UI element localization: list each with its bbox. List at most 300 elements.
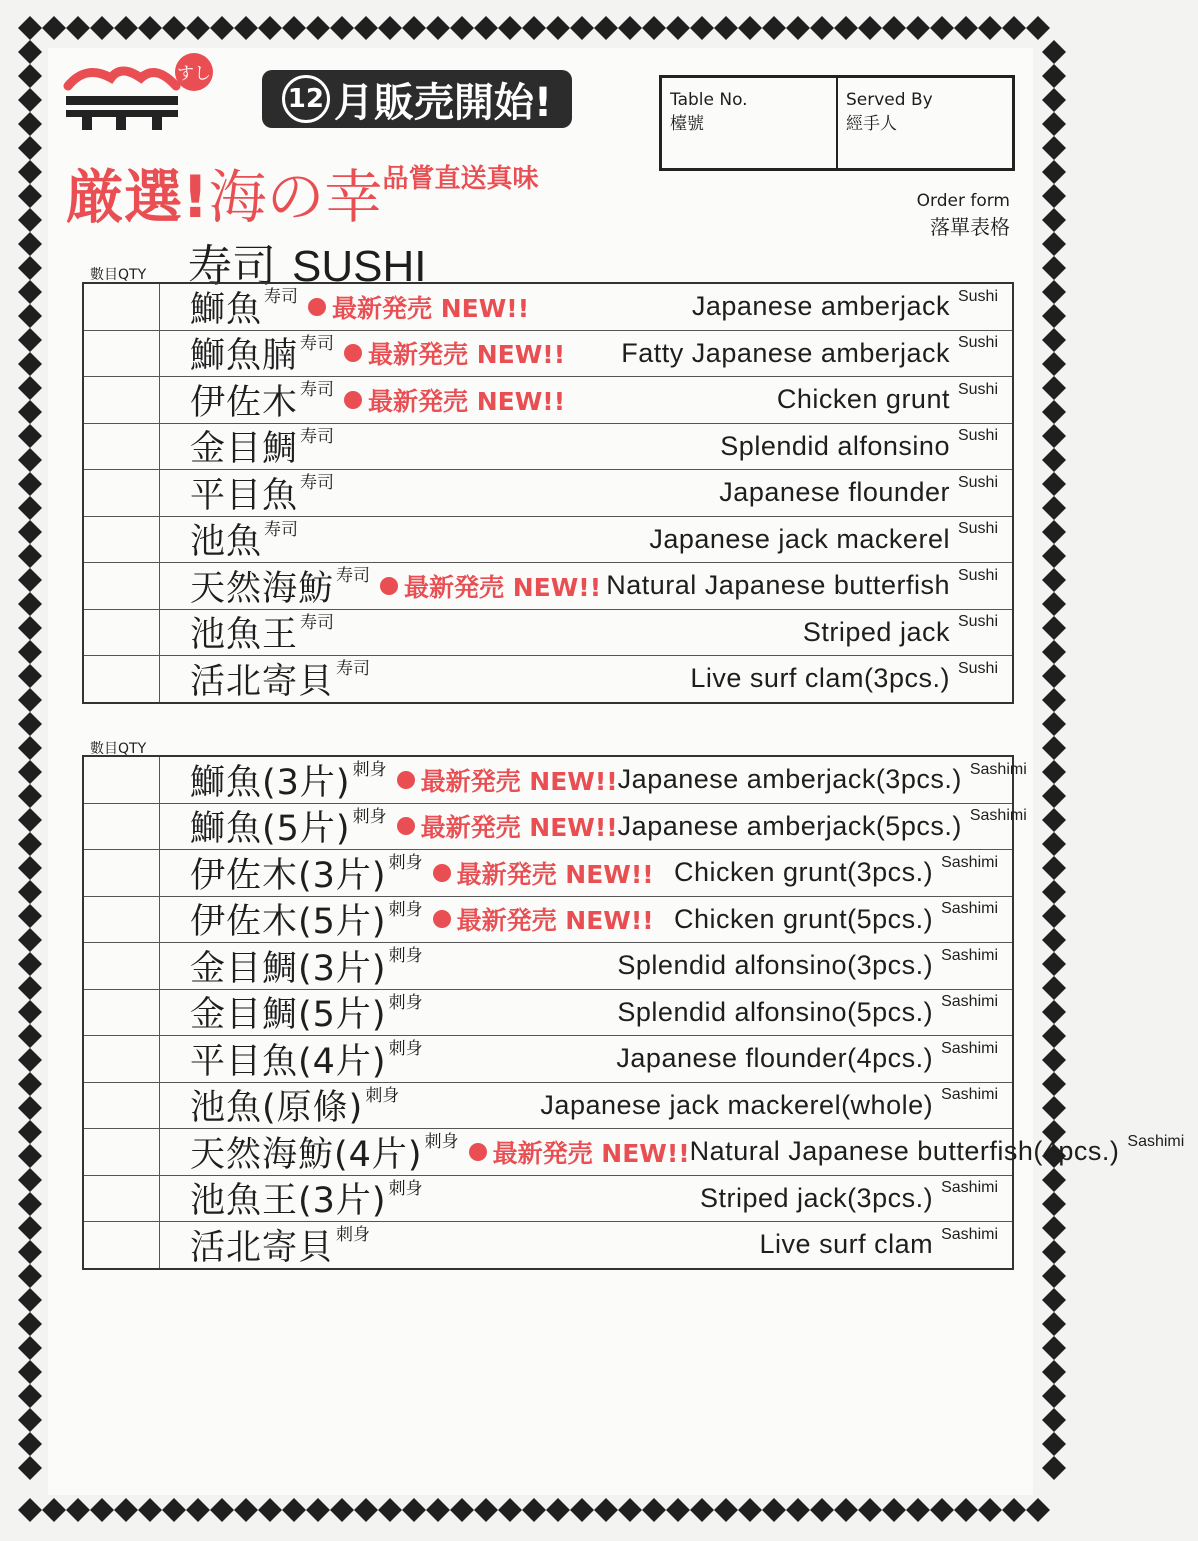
table-no-label-en: Table No. [670,90,748,110]
border-diamond [18,880,42,904]
item-name-jp: 天然海魴(4片) [190,1134,423,1175]
item-cell [160,1036,1012,1082]
border-diamond [690,16,714,40]
order-form-en: Order form [916,191,1010,211]
banner-text: 月販売開始! [333,79,553,126]
qty-cell[interactable] [84,424,160,470]
item-name-jp: 鰤魚 [190,289,263,330]
item-category: 寿司 [300,612,335,633]
item-name-en: Japanese flounder(4pcs.) [616,1043,934,1074]
border-diamond [18,304,42,328]
border-diamond [1042,520,1066,544]
border-diamond [258,1498,282,1522]
item-category: 刺身 [365,1085,400,1106]
dot-icon [344,391,362,409]
sushi-title-jp: 寿司 [188,241,276,292]
item-name-jp: 池魚王(3片) [190,1181,387,1222]
item-category: 刺身 [352,760,387,781]
headline-seafood: 海の幸 [208,163,383,231]
table-row [84,284,1012,331]
qty-cell[interactable] [84,377,160,423]
dot-icon [308,298,326,316]
item-category: 刺身 [388,1178,423,1199]
qty-cell[interactable] [84,517,160,563]
border-diamond [1042,448,1066,472]
border-diamond [1042,592,1066,616]
border-diamond [1042,952,1066,976]
border-diamond [1042,1096,1066,1120]
item-name-jp: 平目魚 [190,475,299,516]
border-diamond [450,16,474,40]
border-diamond [18,1432,42,1456]
item-type: Sashimi [941,1225,998,1243]
item-name-en: Japanese amberjack(5pcs.) [617,810,962,841]
border-diamond [354,1498,378,1522]
border-diamond [18,1024,42,1048]
item-type: Sashimi [941,900,998,918]
item-cell [160,331,1012,377]
border-diamond [738,16,762,40]
border-diamond [1042,1456,1066,1480]
qty-cell[interactable] [84,990,160,1036]
served-by-field[interactable] [836,78,1012,168]
border-diamond [522,1498,546,1522]
border-diamond [594,16,618,40]
item-name-en: Japanese amberjack(3pcs.) [617,764,962,795]
item-name-en: Japanese jack mackerel(whole) [540,1089,934,1120]
border-diamond [210,16,234,40]
border-diamond [882,16,906,40]
border-diamond [522,16,546,40]
border-diamond [18,1216,42,1240]
item-type: Sashimi [1127,1132,1185,1150]
table-row [84,470,1012,517]
border-diamond [234,16,258,40]
qty-cell[interactable] [84,804,160,850]
border-diamond [18,1168,42,1192]
item-type: Sashimi [941,993,998,1011]
border-diamond [18,952,42,976]
border-diamond [18,568,42,592]
qty-cell[interactable] [84,897,160,943]
item-cell [160,1129,1198,1175]
item-cell [160,757,1041,803]
table-row [84,1036,1012,1083]
border-diamond [378,16,402,40]
item-name-jp: 鰤魚腩 [190,336,299,377]
item-name-jp: 平目魚(4片) [190,1041,387,1082]
item-type: Sashimi [941,946,998,964]
item-category: 寿司 [336,566,371,587]
svg-text:すし: すし [177,64,211,84]
border-diamond [1042,1288,1066,1312]
item-name-jp: 鰤魚(3片) [190,762,351,803]
border-diamond [18,1384,42,1408]
border-diamond [18,1120,42,1144]
item-type: Sushi [957,287,998,305]
border-diamond [1042,1312,1066,1336]
border-diamond [114,16,138,40]
new-badge-text: 最新発売 NEW!! [368,340,566,370]
border-diamond [1042,376,1066,400]
border-diamond [786,16,810,40]
sushi-qty-label: 數目QTY [90,267,147,283]
border-diamond [18,328,42,352]
border-diamond [18,256,42,280]
border-diamond [18,592,42,616]
border-diamond [18,424,42,448]
border-diamond [954,1498,978,1522]
qty-cell[interactable] [84,284,160,330]
new-badge [433,901,654,937]
item-cell [160,563,1012,609]
border-diamond [306,16,330,40]
dot-icon [397,817,415,835]
border-diamond [18,1360,42,1384]
item-name-jp: 鰤魚(5片) [190,809,351,850]
border-diamond [18,352,42,376]
new-badge-text: 最新発売 NEW!! [404,572,602,602]
dot-icon [433,910,451,928]
border-diamond [18,16,42,40]
border-diamond [18,736,42,760]
new-badge-text: 最新発売 NEW!! [420,813,618,843]
sushi-table [82,282,1014,704]
border-diamond [18,808,42,832]
border-diamond [18,232,42,256]
border-diamond [18,1144,42,1168]
qty-cell[interactable] [84,1083,160,1129]
border-diamond [1042,280,1066,304]
border-diamond [906,16,930,40]
border-diamond [666,1498,690,1522]
border-diamond [18,520,42,544]
border-diamond [18,1048,42,1072]
border-diamond [234,1498,258,1522]
item-name-en: Splendid alfonsino [720,430,950,461]
item-cell [160,943,1012,989]
border-diamond [1042,784,1066,808]
border-diamond [330,1498,354,1522]
border-diamond [66,16,90,40]
border-diamond [1042,1216,1066,1240]
dot-icon [344,344,362,362]
table-row [84,897,1012,944]
border-diamond [1042,1432,1066,1456]
border-diamond [306,1498,330,1522]
border-diamond [762,16,786,40]
border-diamond [378,1498,402,1522]
table-row [84,424,1012,471]
item-cell [160,850,1012,896]
border-diamond [1042,1336,1066,1360]
border-diamond [18,1498,42,1522]
border-diamond [1042,760,1066,784]
border-diamond [1042,328,1066,352]
item-cell [160,656,1012,702]
new-badge [380,568,601,604]
new-badge-text: 最新発売 NEW!! [368,386,566,416]
border-diamond [330,16,354,40]
item-type: Sashimi [941,853,998,871]
border-diamond [1042,184,1066,208]
item-name-en: Splendid alfonsino(3pcs.) [617,950,934,981]
border-diamond [1042,736,1066,760]
item-cell [160,990,1012,1036]
border-diamond [426,1498,450,1522]
table-row [84,990,1012,1037]
border-diamond [1042,856,1066,880]
item-category: 刺身 [388,899,423,920]
border-diamond [450,1498,474,1522]
sashimi-qty-label: 數目QTY [90,741,147,757]
new-badge-text: 最新発売 NEW!! [492,1138,690,1168]
border-diamond [18,280,42,304]
table-row [84,610,1012,657]
item-name-en: Striped jack [802,616,950,647]
border-diamond [18,616,42,640]
border-diamond [906,1498,930,1522]
item-cell [160,610,1012,656]
dot-icon [397,771,415,789]
qty-cell[interactable] [84,1036,160,1082]
item-name-jp: 伊佐木(5片) [190,902,387,943]
table-row [84,943,1012,990]
item-type: Sushi [957,473,998,491]
border-diamond [18,400,42,424]
sushi-title-en: SUSHI [292,242,427,291]
qty-cell[interactable] [84,1129,160,1175]
table-row [84,850,1012,897]
border-diamond [18,1192,42,1216]
new-badge-text: 最新発売 NEW!! [456,906,654,936]
qty-cell[interactable] [84,563,160,609]
qty-cell[interactable] [84,470,160,516]
qty-cell[interactable] [84,610,160,656]
border-diamond [18,544,42,568]
new-badge [397,762,618,798]
table-row [84,1083,1012,1130]
border-diamond [18,1336,42,1360]
qty-cell[interactable] [84,331,160,377]
sashimi-table [82,755,1185,1270]
dot-icon [380,577,398,595]
border-diamond [66,1498,90,1522]
border-diamond [90,1498,114,1522]
order-form-label [917,188,1010,240]
border-diamond [1042,1048,1066,1072]
border-diamond [18,160,42,184]
launch-banner [262,70,572,128]
border-diamond [258,16,282,40]
item-type: Sushi [957,566,998,584]
served-by-label-zh: 經手人 [846,114,897,134]
border-diamond [18,1000,42,1024]
border-diamond [18,88,42,112]
border-diamond [18,760,42,784]
border-diamond [570,16,594,40]
new-badge [344,382,565,418]
border-diamond [858,1498,882,1522]
item-name-jp: 活北寄貝 [190,661,335,702]
border-diamond [162,1498,186,1522]
border-diamond [1042,256,1066,280]
new-badge [433,855,654,891]
qty-cell[interactable] [84,757,160,803]
border-diamond [18,64,42,88]
qty-cell[interactable] [84,656,160,702]
border-diamond [762,1498,786,1522]
border-diamond [1042,1264,1066,1288]
item-name-jp: 金目鯛 [190,429,299,470]
item-name-en: Japanese flounder [719,477,950,508]
border-diamond [1042,136,1066,160]
border-diamond [18,472,42,496]
table-row [84,331,1012,378]
border-diamond [90,16,114,40]
table-row [84,1129,1185,1176]
item-name-en: Natural Japanese butterfish [606,570,950,601]
border-diamond [930,16,954,40]
border-diamond [666,16,690,40]
border-diamond [642,1498,666,1522]
item-cell [160,804,1041,850]
border-diamond [18,1408,42,1432]
border-diamond [18,376,42,400]
item-type: Sushi [957,659,998,677]
border-diamond [882,1498,906,1522]
qty-cell[interactable] [84,850,160,896]
item-type: Sashimi [969,760,1027,778]
new-badge-text: 最新発売 NEW!! [420,766,618,796]
item-category: 刺身 [352,806,387,827]
item-category: 寿司 [300,380,335,401]
headline-selected: 厳選! [66,163,209,231]
border-diamond [18,976,42,1000]
table-row [84,517,1012,564]
border-diamond [18,856,42,880]
border-diamond [18,1240,42,1264]
item-type: Sushi [957,380,998,398]
border-diamond [210,1498,234,1522]
qty-cell[interactable] [84,1222,160,1268]
border-diamond [618,1498,642,1522]
item-type: Sashimi [941,1086,998,1104]
border-diamond [18,208,42,232]
item-name-en: Japanese jack mackerel [649,523,950,554]
border-diamond [282,1498,306,1522]
border-diamond [642,16,666,40]
new-badge [308,289,529,325]
item-cell [160,1176,1012,1222]
border-diamond [546,16,570,40]
border-diamond [18,1288,42,1312]
item-name-en: Chicken grunt(5pcs.) [673,903,934,934]
border-diamond [690,1498,714,1522]
item-name-en: Chicken grunt(3pcs.) [673,857,934,888]
border-diamond [162,16,186,40]
border-diamond [1042,232,1066,256]
border-diamond [1042,64,1066,88]
qty-cell[interactable] [84,943,160,989]
border-diamond [402,16,426,40]
item-name-jp: 伊佐木 [190,382,299,423]
border-diamond [978,16,1002,40]
border-diamond [18,1096,42,1120]
border-diamond [1042,928,1066,952]
border-diamond [1042,1240,1066,1264]
border-diamond [18,664,42,688]
border-diamond [618,16,642,40]
item-name-en: Natural Japanese butterfish(4pcs.) [689,1136,1120,1167]
banner-month-badge: 12 [282,75,330,123]
table-row [84,757,1027,804]
dot-icon [469,1143,487,1161]
border-diamond [1042,1192,1066,1216]
border-diamond [282,16,306,40]
border-diamond [714,16,738,40]
border-diamond [1042,88,1066,112]
new-badge [344,335,565,371]
served-by-label-en: Served By [846,90,933,110]
border-diamond [42,1498,66,1522]
item-name-jp: 活北寄貝 [190,1227,335,1268]
border-diamond [810,16,834,40]
item-name-jp: 天然海魴 [190,568,335,609]
border-diamond [18,928,42,952]
border-diamond [354,16,378,40]
item-category: 寿司 [336,659,371,680]
border-diamond [1042,424,1066,448]
table-row [84,377,1012,424]
item-category: 刺身 [388,853,423,874]
item-cell [160,517,1012,563]
headline [66,150,538,230]
border-diamond [18,1312,42,1336]
item-category: 寿司 [300,473,335,494]
border-diamond [1026,16,1050,40]
item-category: 刺身 [388,992,423,1013]
border-diamond [18,784,42,808]
border-diamond [954,16,978,40]
border-diamond [114,1498,138,1522]
border-diamond [1042,1072,1066,1096]
table-no-field[interactable] [662,78,836,168]
border-diamond [1042,400,1066,424]
border-diamond [1042,1360,1066,1384]
border-diamond [1026,1498,1050,1522]
item-name-en: Chicken grunt [776,384,950,415]
item-name-jp: 池魚(原條) [190,1088,364,1129]
border-diamond [930,1498,954,1522]
border-diamond [1042,160,1066,184]
item-name-jp: 池魚王 [190,615,299,656]
border-diamond [1042,808,1066,832]
item-type: Sashimi [941,1179,998,1197]
dot-icon [433,864,451,882]
item-category: 刺身 [388,946,423,967]
item-cell [160,377,1012,423]
item-cell [160,284,1012,330]
item-cell [160,470,1012,516]
border-diamond [1042,304,1066,328]
border-diamond [714,1498,738,1522]
table-row [84,1222,1012,1268]
border-diamond [426,16,450,40]
border-diamond [498,16,522,40]
qty-cell[interactable] [84,1176,160,1222]
border-diamond [1042,880,1066,904]
